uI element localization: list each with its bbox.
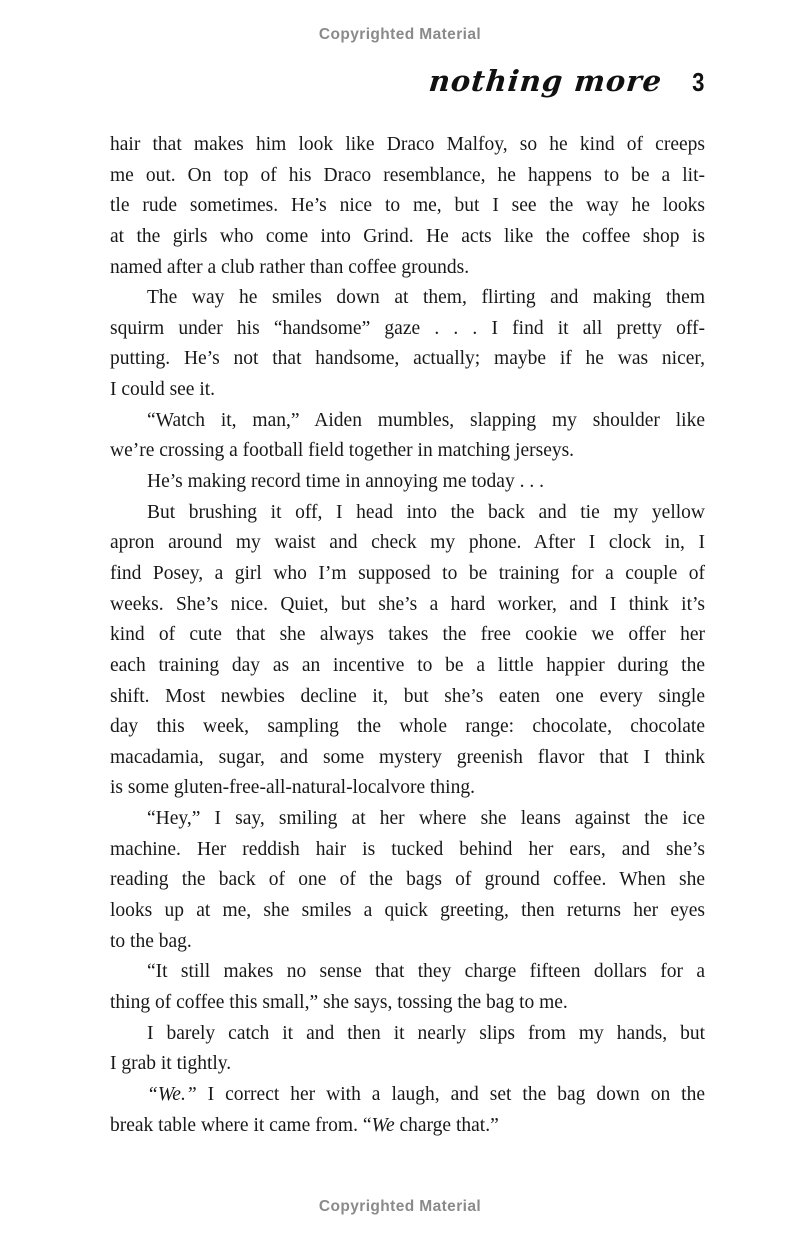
text-line: at the girls who come into Grind. He acts like the coffee shop is [110,225,705,247]
text-line: But brushing it off, I head into the back and tie my yellow [147,501,705,523]
text-line: to the bag. [110,930,192,952]
text-line: shift. Most newbies decline it, but she’s eaten one every single [110,685,705,707]
text-line: squirm under his “handsome” gaze . . . I find it all pretty off- [110,317,705,339]
text-line: macadamia, sugar, and some mystery greenish flavor that I think [110,746,705,768]
text-line: tle rude sometimes. He’s nice to me, but I see the way he looks [110,195,705,217]
text-line: “We.” I correct her with a laugh, and set the bag down on the [147,1083,705,1105]
text-line: putting. He’s not that handsome, actually; maybe if he was nicer, [110,348,705,370]
text-line: “Watch it, man,” Aiden mumbles, slapping my shoulder like [147,409,705,431]
page-number: 3 [691,67,704,97]
text-line: He’s making record time in annoying me today . . . [147,471,544,493]
text-line: find Posey, a girl who I’m supposed to be training for a couple of [110,562,705,584]
text-line: thing of coffee this small,” she says, tossing the bag to me. [110,991,568,1013]
copyright-notice-top: Copyrighted Material [318,26,482,43]
text-line: kind of cute that she always takes the free cookie we offer her [110,624,705,646]
copyright-notice-bottom: Copyrighted Material [318,1198,482,1215]
text-line: I could see it. [110,379,216,401]
text-line: “It still makes no sense that they charge fifteen dollars for a [147,961,705,983]
text-line: hair that makes him look like Draco Malfoy, so he kind of creeps [110,134,705,155]
text-line: reading the back of one of the bags of ground coffee. When she [110,869,705,891]
text-line: looks up at me, she smiles a quick greeting, then returns her eyes [110,900,705,922]
text-line: apron around my waist and check my phone. After I clock in, I [110,532,705,554]
text-line: I grab it tightly. [110,1053,232,1075]
text-line: The way he smiles down at them, flirting and making them [147,287,705,309]
running-header [429,64,705,98]
text-line: each training day as an incentive to be a little happier during the [110,654,705,676]
text-line: is some gluten-free-all-natural-localvore thing. [110,777,475,799]
text-line: “Hey,” I say, smiling at her where she leans against the ice [147,808,705,830]
text-line: weeks. She’s nice. Quiet, but she’s a hard worker, and I think it’s [110,593,705,615]
text-line: day this week, sampling the whole range: chocolate, chocolate [110,716,705,738]
text-line: machine. Her reddish hair is tucked behind her ears, and she’s [110,838,705,860]
body-text [110,130,705,1141]
text-line: I barely catch it and then it nearly slips from my hands, but [147,1022,705,1044]
text-line: named after a club rather than coffee grounds. [110,256,470,278]
running-title: nothing more [427,64,665,98]
text-line: break table where it came from. “We charge that.” [110,1114,499,1136]
text-line: me out. On top of his Draco resemblance, he happens to be a lit- [110,164,705,186]
text-line: we’re crossing a football field together in matching jerseys. [110,440,575,462]
